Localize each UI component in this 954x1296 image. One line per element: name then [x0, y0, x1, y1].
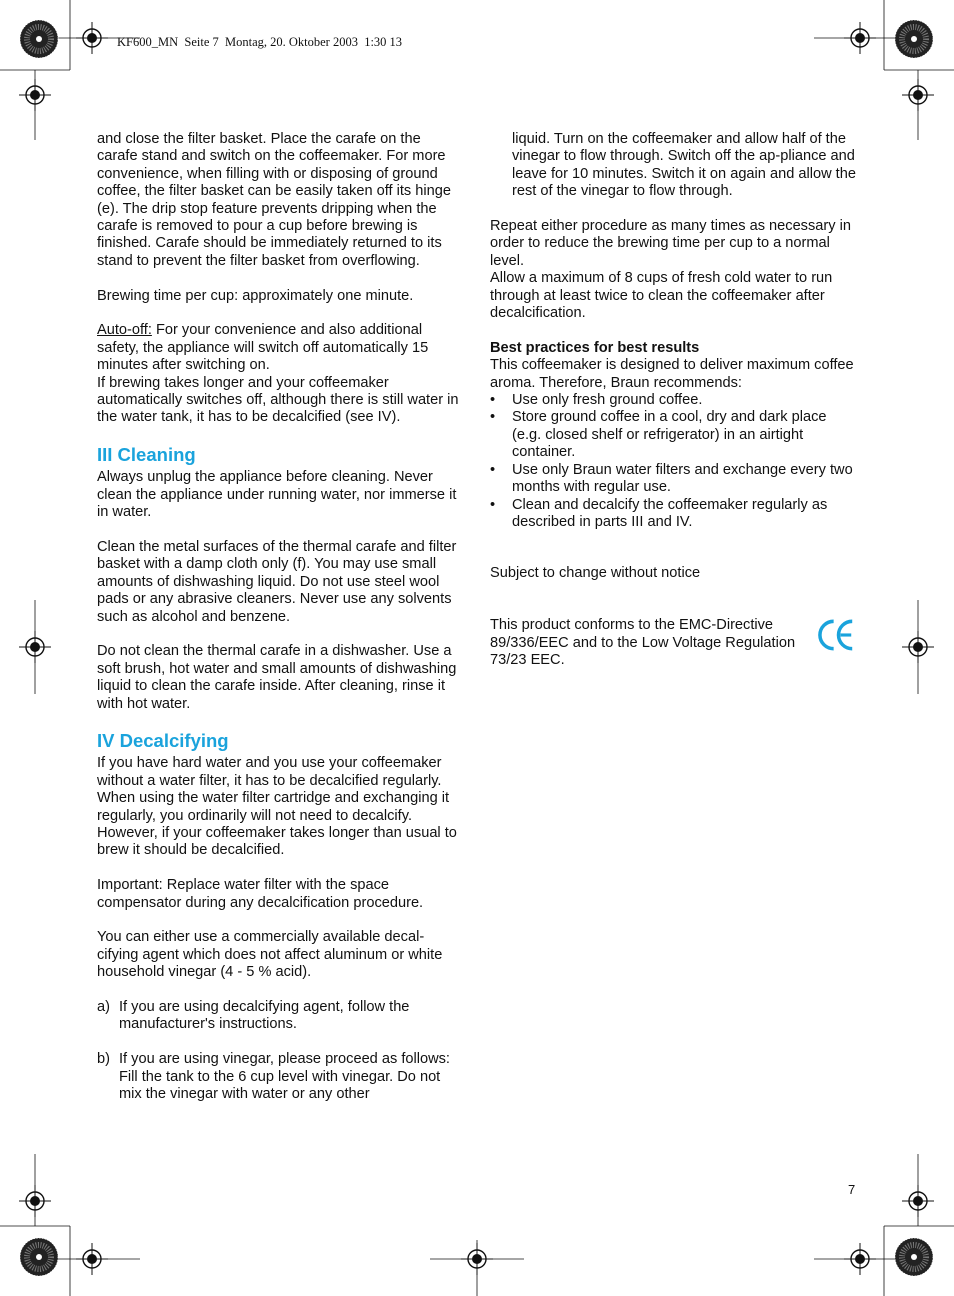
- list-text: If you are using vinegar, please proceed as follows: Fill the tank to the 6 cup level with vinegar. Do not mix the vinegar with water or any other: [119, 1051, 450, 1102]
- list-item-b: [97, 1051, 463, 1103]
- bullet: •: [490, 409, 496, 426]
- brewing-paragraph: and close the filter basket. Place the carafe on the carafe stand and switch on the coffeemaker. For more convenience, when filling with or disposing of ground coffee, the filter basket can be easily taken off its hinge (e). The drip stop feature prevents dripping when the carafe is removed to pour a cup before brewing is finished. Carafe should be immediately returned to its stand to prevent the filter basket from overflowing.: [97, 131, 451, 269]
- brewing-time: Brewing time per cup: approximately one minute.: [97, 287, 414, 304]
- list-marker: a): [97, 998, 110, 1015]
- vinegar-continuation: liquid. Turn on the coffeemaker and allow half of the vinegar to flow through. Switch off the ap-pliance and leave for 10 minutes. Switch it on again and allow the rest of the vinegar to flow through.: [512, 131, 856, 200]
- page-number: 7: [848, 1182, 856, 1197]
- auto-off-text: For your convenience and also additional safety, the appliance will switch off automatically 15 minutes after switching on.: [97, 322, 429, 374]
- list-marker: b): [97, 1051, 110, 1068]
- heading-decalcifying: IV Decalcifying: [97, 730, 229, 752]
- best-practices-intro: This coffeemaker is designed to deliver maximum coffee aroma. Therefore, Braun recommends:: [490, 357, 854, 391]
- bullet: •: [490, 461, 496, 478]
- emc-conformity: [490, 617, 856, 669]
- allow-paragraph: Allow a maximum of 8 cups of fresh cold water to run through at least twice to clean the coffeemaker after decalcification.: [490, 270, 833, 322]
- right-column: [490, 131, 856, 669]
- bullet: •: [490, 392, 496, 409]
- list-item-a: [97, 999, 463, 1034]
- ce-mark-icon: [817, 617, 856, 653]
- list-text: If you are using decalcifying agent, follow the manufacturer's instructions.: [119, 998, 410, 1033]
- decalc-paragraph-2: Important: Replace water filter with the space compensator during any decalcification procedure.: [97, 877, 424, 911]
- list-item: • Clean and decalcify the coffeemaker regularly as described in parts III and IV.: [490, 496, 828, 530]
- left-column: [97, 131, 463, 1121]
- auto-off-paragraph-2: If brewing takes longer and your coffeemaker automatically switches off, although there is still water in the water tank, it has to be decalcified (see IV).: [97, 374, 459, 426]
- cleaning-paragraph-3: Do not clean the thermal carafe in a dishwasher. Use a soft brush, hot water and small amounts of dishwashing liquid to clean the carafe inside. After cleaning, rinse it with hot water.: [97, 643, 457, 712]
- auto-off-paragraph: [97, 322, 463, 374]
- heading-cleaning: III Cleaning: [97, 444, 196, 466]
- cleaning-paragraph-2: Clean the metal surfaces of the thermal carafe and filter basket with a damp cloth only (f). You may use small amounts of dishwashing liquid. Do not use steel wool pads or any abrasive cleaners. Never use any solvents such as alcohol and benzene.: [97, 538, 457, 625]
- print-header: KF600_MN Seite 7 Montag, 20. Oktober 2003 1:30 13: [117, 35, 403, 49]
- subject-to-change: Subject to change without notice: [490, 565, 701, 582]
- best-practices-list: [490, 392, 856, 531]
- decalc-paragraph-3: You can either use a commercially available decal-cifying agent which does not affect aluminum or white household vinegar (4 - 5 % acid).: [97, 929, 443, 981]
- cleaning-paragraph-1: Always unplug the appliance before cleaning. Never clean the appliance under running water, nor immerse it in water.: [97, 469, 457, 521]
- list-item: • Use only Braun water filters and exchange every two months with regular use.: [490, 461, 853, 496]
- auto-off-label: Auto-off:: [97, 322, 152, 339]
- emc-text: This product conforms to the EMC-Directive 89/336/EEC and to the Low Voltage Regulation 73/23 EEC.: [490, 617, 796, 668]
- decalc-paragraph-1: If you have hard water and you use your coffeemaker without a water filter, it has to be decalcified regularly. When using the water filter cartridge and exchanging it regularly, you ordinarily will not need to decalcify. However, if your coffeemaker takes longer than usual to brew it should be decalcified.: [97, 755, 457, 859]
- repeat-paragraph: Repeat either procedure as many times as necessary in order to reduce the brewing time per cup to a normal level.: [490, 218, 851, 269]
- best-practices-title: Best practices for best results: [490, 339, 700, 356]
- list-item: • Store ground coffee in a cool, dry and dark place (e.g. closed shelf or refrigerator) in an airtight container.: [490, 409, 827, 461]
- bullet: •: [490, 496, 496, 513]
- list-item: • Use only fresh ground coffee.: [490, 392, 703, 409]
